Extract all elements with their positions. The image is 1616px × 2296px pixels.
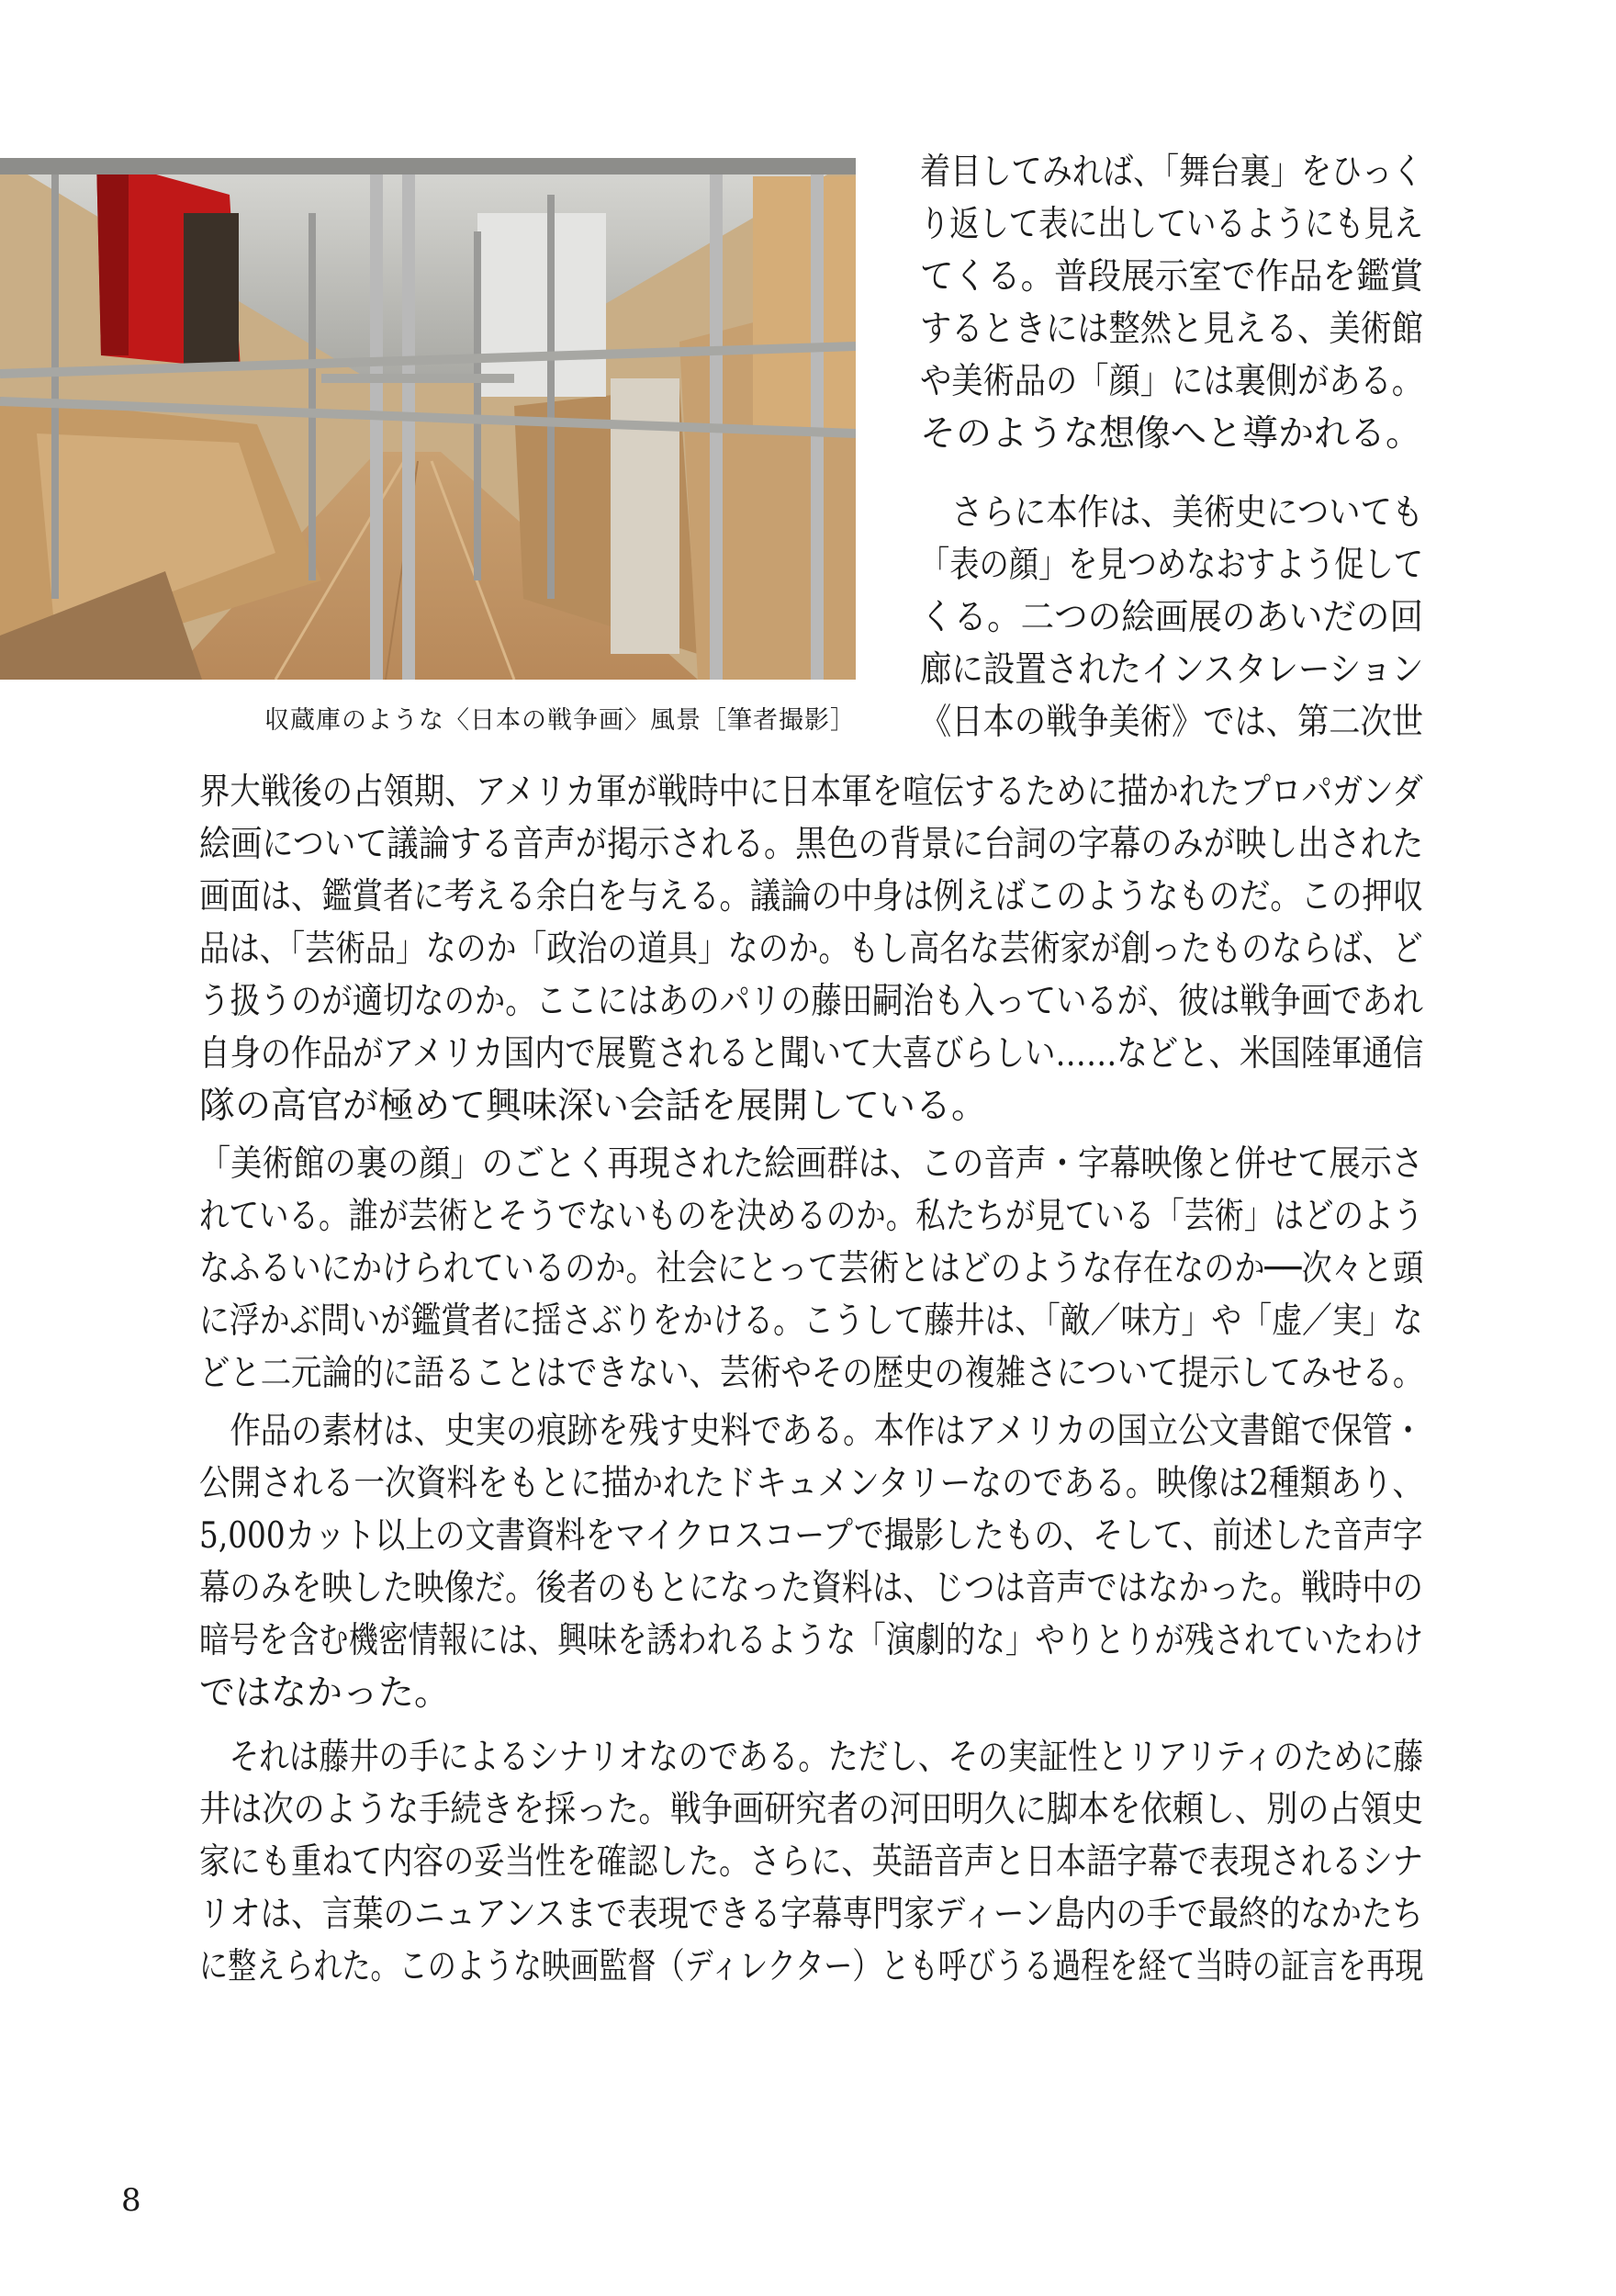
body-line: 暗号を含む機密情報には、興味を誘われるような「演劇的な」やりとりが残されていたわけ bbox=[199, 1620, 1424, 1661]
body-line: 作品の素材は、史実の痕跡を残す史料である。本作はアメリカの国立公文書館で保管・ bbox=[199, 1411, 1424, 1452]
right-column-line: や美術品の「顔」には裏側がある。 bbox=[920, 361, 1424, 402]
body-line: 隊の高官が極めて興味深い会話を展開している。 bbox=[199, 1086, 988, 1127]
figure-caption: 収蔵庫のような〈日本の戦争画〉風景［筆者撮影］ bbox=[264, 706, 856, 735]
right-column-line: そのような想像へと導かれる。 bbox=[920, 413, 1422, 455]
right-column-line: 《日本の戦争美術》では、第二次世 bbox=[920, 702, 1424, 743]
right-column-line: てくる。普段展示室で作品を鑑賞 bbox=[920, 256, 1424, 298]
body-line: 幕のみを映した映像だ。後者のもとになった資料は、じつは音声ではなかった。戦時中の bbox=[199, 1568, 1424, 1609]
body-line: 品は、「芸術品」なのか「政治の道具」なのか。もし高名な芸術家が創ったものならば、ど bbox=[199, 929, 1423, 970]
body-line: なふるいにかけられているのか。社会にとって芸術とはどのような存在なのか──次々と頭 bbox=[199, 1248, 1424, 1289]
right-column-line: 「表の顔」を見つめなおすよう促して bbox=[920, 545, 1424, 586]
right-column-line: り返して表に出しているようにも見え bbox=[920, 204, 1424, 245]
body-line: 5,000カット以上の文書資料をマイクロスコープで撮影したもの、そして、前述した音声字 bbox=[199, 1515, 1423, 1557]
body-line: う扱うのが適切なのか。ここにはあのパリの藤田嗣治も入っているが、彼は戦争画であれ bbox=[199, 981, 1424, 1022]
body-line: 自身の作品がアメリカ国内で展覧されると聞いて大喜びらしい……などと、米国陸軍通信 bbox=[199, 1033, 1424, 1075]
body-line: 絵画について議論する音声が掲示される。黒色の背景に台詞の字幕のみが映し出された bbox=[199, 824, 1424, 865]
body-line: どと二元論的に語ることはできない、芸術やその歴史の複雑さについて提示してみせる。 bbox=[199, 1353, 1424, 1394]
body-line: ではなかった。 bbox=[199, 1672, 451, 1714]
body-line: リオは、言葉のニュアンスまで表現できる字幕専門家ディーン島内の手で最終的なかたち bbox=[199, 1894, 1423, 1935]
body-line: 井は次のような手続きを採った。戦争画研究者の河田明久に脚本を依頼し、別の占領史 bbox=[199, 1789, 1424, 1830]
body-line: 「美術館の裏の顔」のごとく再現された絵画群は、この音声・字幕映像と併せて展示さ bbox=[199, 1143, 1424, 1185]
storage-room-photo bbox=[0, 158, 856, 680]
body-line: に整えられた。このような映画監督（ディレクター）とも呼びうる過程を経て当時の証言を再現 bbox=[199, 1946, 1424, 1987]
body-line: に浮かぶ問いが鑑賞者に揺さぶりをかける。こうして藤井は、「敵／味方」や「虚／実」な bbox=[199, 1300, 1423, 1342]
body-line: それは藤井の手によるシナリオなのである。ただし、その実証性とリアリティのために藤 bbox=[199, 1737, 1424, 1778]
page-number: 8 bbox=[121, 2182, 141, 2219]
right-column-line: さらに本作は、美術史についても bbox=[920, 492, 1424, 534]
body-line: 画面は、鑑賞者に考える余白を与える。議論の中身は例えばこのようなものだ。この押収 bbox=[199, 876, 1424, 917]
right-column-line: 着目してみれば、「舞台裏」をひっく bbox=[920, 152, 1423, 193]
right-column-line: くる。二つの絵画展のあいだの回 bbox=[920, 597, 1424, 638]
right-column-line: するときには整然と見える、美術館 bbox=[920, 309, 1424, 350]
body-line: 界大戦後の占領期、アメリカ軍が戦時中に日本軍を喧伝するために描かれたプロパガンダ bbox=[199, 771, 1423, 813]
body-line: 公開される一次資料をもとに描かれたドキュメンタリーなのである。映像は2種類あり、 bbox=[199, 1463, 1424, 1504]
right-column-line: 廊に設置されたインスタレーション bbox=[920, 649, 1424, 691]
body-line: 家にも重ねて内容の妥当性を確認した。さらに、英語音声と日本語字幕で表現されるシナ bbox=[199, 1841, 1424, 1883]
body-line: れている。誰が芸術とそうでないものを決めるのか。私たちが見ている「芸術」はどのよう bbox=[199, 1196, 1424, 1237]
